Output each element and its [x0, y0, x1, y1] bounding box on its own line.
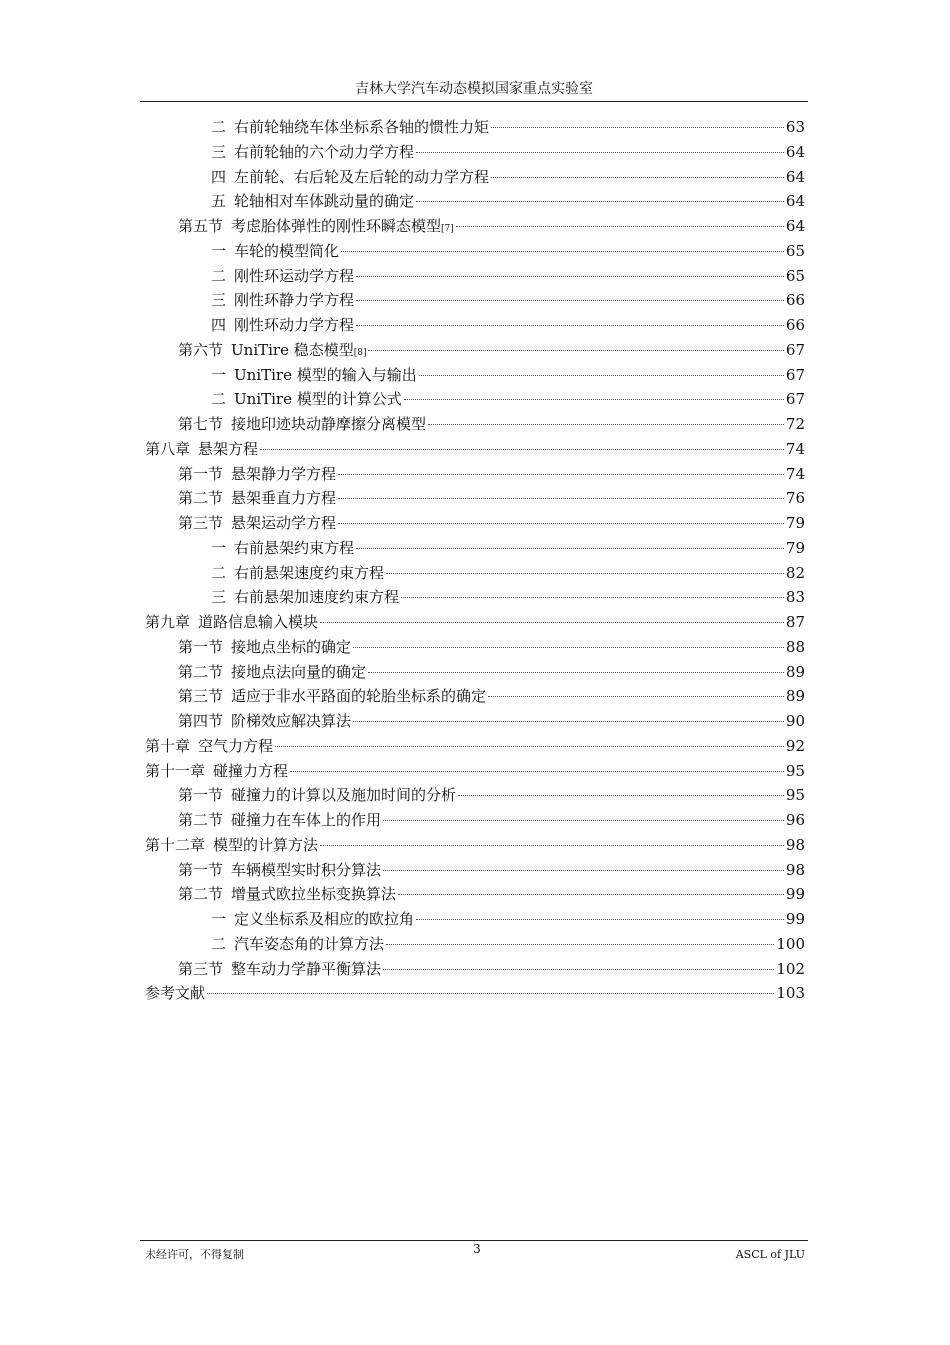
- toc-entry-page-number: 82: [785, 564, 805, 582]
- toc-entry-label: 第二节: [178, 811, 224, 829]
- toc-entry-title: 右前悬架加速度约束方程: [234, 588, 400, 606]
- toc-entry-label: 一: [211, 242, 227, 260]
- toc-entry[interactable]: [145, 833, 805, 857]
- toc-entry-label: 第八章: [145, 440, 191, 458]
- toc-entry[interactable]: [145, 981, 805, 1005]
- toc-entry-title: 右前悬架约束方程: [234, 539, 355, 557]
- toc-entry-leader-dots: [383, 969, 774, 970]
- toc-entry[interactable]: [211, 387, 805, 411]
- toc-entry-leader-dots: [207, 993, 774, 994]
- toc-entry-title: 悬架垂直力方程: [231, 489, 337, 507]
- toc-entry-label: 第二节: [178, 663, 224, 681]
- toc-entry-title: 整车动力学静平衡算法: [231, 960, 382, 978]
- toc-entry-label: 二: [211, 390, 227, 408]
- toc-entry[interactable]: [211, 288, 805, 312]
- toc-entry-label: 第五节: [178, 217, 224, 235]
- toc-entry-page-number: 95: [785, 786, 805, 804]
- toc-entry-label: 第一节: [178, 465, 224, 483]
- toc-entry-page-number: 65: [785, 267, 805, 285]
- toc-entry-page-number: 66: [785, 316, 805, 334]
- toc-entry-title: 右前轮轴的六个动力学方程: [234, 143, 415, 161]
- toc-entry-label: 三: [211, 291, 227, 309]
- toc-entry[interactable]: [145, 759, 805, 783]
- footer-copyright-note: 未经许可，不得复制: [145, 1248, 244, 1261]
- toc-entry-page-number: 99: [785, 885, 805, 903]
- toc-entry-title: 悬架静力学方程: [231, 465, 337, 483]
- toc-entry-page-number: 74: [785, 440, 805, 458]
- toc-entry-label: 第四节: [178, 712, 224, 730]
- toc-entry-label: 第三节: [178, 514, 224, 532]
- toc-entry-title: UniTire 稳态模型: [231, 341, 354, 359]
- toc-entry[interactable]: [178, 882, 805, 906]
- toc-entry-page-number: 67: [785, 341, 805, 359]
- toc-entry-title: 碰撞力的计算以及施加时间的分析: [231, 786, 457, 804]
- toc-entry-label: 第一节: [178, 638, 224, 656]
- toc-entry-page-number: 95: [785, 762, 805, 780]
- toc-entry-title: 左前轮、右后轮及左后轮的动力学方程: [234, 168, 490, 186]
- toc-entry-title: 模型的计算方法: [213, 836, 319, 854]
- toc-entry-title: 接地点法向量的确定: [231, 663, 367, 681]
- toc-entry[interactable]: [178, 783, 805, 807]
- toc-entry[interactable]: [178, 486, 805, 510]
- toc-entry-label: 二: [211, 267, 227, 285]
- toc-entry-title: 车轮的模型简化: [234, 242, 340, 260]
- toc-entry[interactable]: [211, 313, 805, 337]
- toc-entry[interactable]: [178, 709, 805, 733]
- toc-entry-label: 五: [211, 192, 227, 210]
- toc-entry-title: 空气力方程: [198, 737, 274, 755]
- toc-entry-leader-dots: [356, 548, 784, 549]
- toc-entry-leader-dots: [488, 696, 784, 697]
- toc-entry-leader-dots: [386, 573, 784, 574]
- toc-entry[interactable]: [211, 561, 805, 585]
- toc-entry[interactable]: 第六节 UniTire 稳态模型 [8] 67: [178, 338, 805, 362]
- toc-entry-leader-dots: [416, 152, 784, 153]
- toc-entry-leader-dots: [338, 498, 784, 499]
- toc-entry-page-number: 98: [785, 836, 805, 854]
- toc-entry-label: 第十二章: [145, 836, 206, 854]
- toc-entry-title: 碰撞力在车体上的作用: [231, 811, 382, 829]
- toc-entry-leader-dots: [356, 325, 784, 326]
- toc-entry-label: 第一节: [178, 786, 224, 804]
- toc-entry[interactable]: [178, 808, 805, 832]
- toc-entry[interactable]: [178, 858, 805, 882]
- toc-entry-leader-dots: [428, 424, 784, 425]
- toc-entry-leader-dots: [260, 449, 784, 450]
- toc-entry-title: 接地点坐标的确定: [231, 638, 352, 656]
- toc-entry-label: 第十章: [145, 737, 191, 755]
- toc-entry-label: 二: [211, 935, 227, 953]
- toc-entry[interactable]: [145, 610, 805, 634]
- toc-entry-leader-dots: [401, 597, 784, 598]
- toc-entry-label: 三: [211, 143, 227, 161]
- toc-entry-title: 悬架方程: [198, 440, 259, 458]
- toc-entry[interactable]: [211, 363, 805, 387]
- toc-entry[interactable]: [178, 412, 805, 436]
- page-header-title: 吉林大学汽车动态模拟国家重点实验室: [355, 81, 593, 97]
- toc-entry-title: 考虑胎体弹性的刚性环瞬态模型: [231, 217, 442, 235]
- toc-entry-leader-dots: [338, 523, 784, 524]
- toc-entry-leader-dots: [398, 894, 784, 895]
- toc-entry-label: 第三节: [178, 960, 224, 978]
- toc-entry-page-number: 65: [785, 242, 805, 260]
- toc-entry-title: 刚性环动力学方程: [234, 316, 355, 334]
- header-divider: [140, 101, 808, 102]
- toc-entry-label: 三: [211, 588, 227, 606]
- toc-entry-page-number: 89: [785, 687, 805, 705]
- toc-entry-leader-dots: [404, 399, 784, 400]
- toc-entry-page-number: 63: [785, 118, 805, 136]
- toc-entry-page-number: 83: [785, 588, 805, 606]
- toc-entry-leader-dots: [386, 944, 774, 945]
- toc-entry-page-number: 76: [785, 489, 805, 507]
- toc-entry-title: 车辆模型实时积分算法: [231, 861, 382, 879]
- toc-entry-leader-dots: [419, 375, 784, 376]
- toc-entry-page-number: 89: [785, 663, 805, 681]
- toc-entry[interactable]: [211, 239, 805, 263]
- toc-entry-page-number: 96: [785, 811, 805, 829]
- toc-entry-label: 一: [211, 539, 227, 557]
- toc-entry-title: 右前轮轴绕车体坐标系各轴的惯性力矩: [234, 118, 490, 136]
- toc-entry-leader-dots: [383, 820, 784, 821]
- toc-entry-page-number: 64: [785, 168, 805, 186]
- toc-entry-page-number: 66: [785, 291, 805, 309]
- toc-entry-label: 四: [211, 168, 227, 186]
- toc-entry-title: 适应于非水平路面的轮胎坐标系的确定: [231, 687, 487, 705]
- toc-entry-page-number: 74: [785, 465, 805, 483]
- toc-entry-label: 第二节: [178, 885, 224, 903]
- toc-entry-leader-dots: [341, 251, 784, 252]
- toc-entry-title: 增量式欧拉坐标变换算法: [231, 885, 397, 903]
- toc-entry-leader-dots: [356, 300, 784, 301]
- toc-entry[interactable]: [211, 264, 805, 288]
- toc-entry[interactable]: [211, 115, 805, 139]
- toc-entry-title: 接地印迹块动静摩擦分离模型: [231, 415, 427, 433]
- toc-entry-page-number: 88: [785, 638, 805, 656]
- toc-entry-page-number: 64: [785, 143, 805, 161]
- toc-entry-title: 悬架运动学方程: [231, 514, 337, 532]
- toc-entry[interactable]: [211, 536, 805, 560]
- toc-entry[interactable]: [211, 165, 805, 189]
- toc-entry-title: 刚性环静力学方程: [234, 291, 355, 309]
- toc-entry-title: 阶梯效应解决算法: [231, 712, 352, 730]
- toc-entry-leader-dots: [416, 919, 784, 920]
- toc-entry-leader-dots: [353, 647, 784, 648]
- toc-entry-leader-dots: [416, 201, 784, 202]
- toc-entry[interactable]: [145, 437, 805, 461]
- toc-entry[interactable]: [178, 684, 805, 708]
- toc-entry-leader-dots: [290, 771, 784, 772]
- toc-entry[interactable]: [178, 660, 805, 684]
- toc-entry-leader-dots: [456, 226, 784, 227]
- toc-entry-leader-dots: [356, 276, 784, 277]
- toc-entry-title: 轮轴相对车体跳动量的确定: [234, 192, 415, 210]
- footer-organization: ASCL of JLU: [735, 1248, 805, 1261]
- toc-entry-label: 第七节: [178, 415, 224, 433]
- toc-entry[interactable]: [211, 140, 805, 164]
- toc-entry-title: UniTire 模型的输入与输出: [234, 366, 417, 384]
- toc-entry[interactable]: [178, 511, 805, 535]
- toc-entry-label: 第二节: [178, 489, 224, 507]
- toc-entry[interactable]: [211, 932, 805, 956]
- toc-entry-page-number: 90: [785, 712, 805, 730]
- toc-entry-leader-dots: [275, 746, 784, 747]
- toc-entry-page-number: 64: [785, 192, 805, 210]
- toc-entry-leader-dots: [320, 622, 784, 623]
- toc-entry-title: 刚性环运动学方程: [234, 267, 355, 285]
- toc-entry-label: 四: [211, 316, 227, 334]
- toc-entry[interactable]: [178, 635, 805, 659]
- toc-entry-title: 右前悬架速度约束方程: [234, 564, 385, 582]
- toc-entry[interactable]: [211, 189, 805, 213]
- toc-entry-page-number: 79: [785, 514, 805, 532]
- toc-entry-label: 第一节: [178, 861, 224, 879]
- toc-entry[interactable]: [178, 957, 805, 981]
- toc-entry-leader-dots: [368, 350, 783, 351]
- toc-entry[interactable]: [178, 462, 805, 486]
- toc-entry-page-number: 67: [785, 366, 805, 384]
- toc-entry-page-number: 100: [776, 935, 805, 953]
- toc-entry-label: 第九章: [145, 613, 191, 631]
- toc-entry-leader-dots: [458, 795, 784, 796]
- toc-entry-title: 道路信息输入模块: [198, 613, 319, 631]
- toc-entry-label: 二: [211, 118, 227, 136]
- toc-entry-label: 第十一章: [145, 762, 206, 780]
- toc-entry[interactable]: [211, 907, 805, 931]
- toc-entry-page-number: 87: [785, 613, 805, 631]
- toc-entry-label: 一: [211, 910, 227, 928]
- toc-entry-title: 定义坐标系及相应的欧拉角: [234, 910, 415, 928]
- toc-entry-leader-dots: [353, 721, 784, 722]
- toc-entry-page-number: 98: [785, 861, 805, 879]
- toc-entry-title: UniTire 模型的计算公式: [234, 390, 402, 408]
- toc-entry-title: 碰撞力方程: [213, 762, 289, 780]
- toc-entry[interactable]: 第五节 考虑胎体弹性的刚性环瞬态模型 [7] 64: [178, 214, 805, 238]
- toc-entry-page-number: 64: [785, 217, 805, 235]
- toc-entry[interactable]: [145, 734, 805, 758]
- toc-entry-leader-dots: [491, 177, 784, 178]
- toc-entry-page-number: 102: [776, 960, 805, 978]
- toc-entry[interactable]: [211, 585, 805, 609]
- toc-entry-page-number: 99: [785, 910, 805, 928]
- toc-entry-label: 第三节: [178, 687, 224, 705]
- toc-entry-leader-dots: [383, 870, 784, 871]
- footer-page-number: 3: [473, 1242, 481, 1256]
- toc-entry-label: 参考文献: [145, 984, 206, 1002]
- toc-entry-leader-dots: [368, 672, 784, 673]
- toc-entry-label: 第六节: [178, 341, 224, 359]
- toc-entry-page-number: 67: [785, 390, 805, 408]
- toc-entry-page-number: 72: [785, 415, 805, 433]
- toc-entry-leader-dots: [320, 845, 784, 846]
- toc-entry-page-number: 79: [785, 539, 805, 557]
- toc-entry-page-number: 92: [785, 737, 805, 755]
- toc-entry-leader-dots: [491, 127, 784, 128]
- toc-entry-label: 二: [211, 564, 227, 582]
- toc-entry-title: 汽车姿态角的计算方法: [234, 935, 385, 953]
- toc-entry-label: 一: [211, 366, 227, 384]
- toc-entry-page-number: 103: [776, 984, 805, 1002]
- toc-entry-leader-dots: [338, 474, 784, 475]
